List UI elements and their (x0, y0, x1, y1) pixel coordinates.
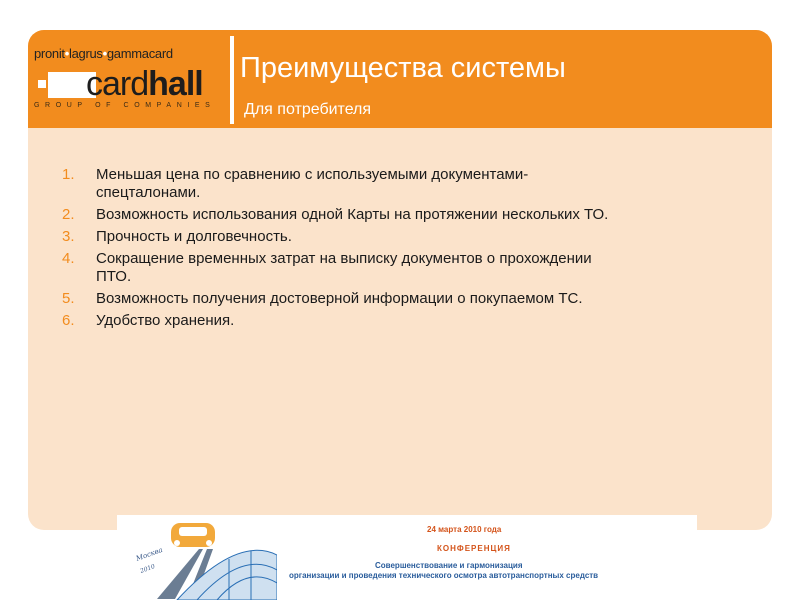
logo-square-icon (38, 80, 46, 88)
logo-group-text: GROUP OF COMPANIES (34, 102, 216, 109)
banner-city: Москва (134, 545, 164, 563)
list-item: 2. Возможность использования одной Карты на протяжении нескольких ТО. (62, 206, 609, 223)
banner-conference: КОНФЕРЕНЦИЯ (437, 544, 511, 553)
logo-brand-gammacard: gammacard (106, 46, 173, 61)
conference-logo-icon (117, 515, 277, 600)
banner-year: 2010 (139, 563, 157, 575)
list-item: 5. Возможность получения достоверной информации о покупаемом ТС. (62, 290, 583, 307)
header-bar (28, 30, 772, 128)
list-item: 6. Удобство хранения. (62, 312, 235, 329)
header-divider (230, 36, 234, 124)
advantages-list (62, 166, 622, 334)
logo-brand-lagrus: lagrus (69, 46, 103, 61)
list-item: 4. Сокращение временных затрат на выписку документов о прохождении ПТО. (62, 250, 592, 285)
slide (28, 30, 772, 530)
page-subtitle: Для потребителя (244, 101, 372, 118)
banner-date: 24 марта 2010 года (427, 525, 502, 534)
banner-line1: Совершенствование и гармонизация (375, 561, 523, 570)
conference-banner (117, 515, 697, 600)
banner-line2: организации и проведения технического осмотра автотранспортных средств (289, 571, 599, 580)
logo-brand-pronit: pronit (34, 46, 65, 61)
page-title: Преимущества системы (240, 52, 566, 84)
list-item: 3. Прочность и долговечность. (62, 228, 292, 245)
list-item: 1. Меньшая цена по сравнению с используемыми документами-спецталонами. (62, 166, 529, 201)
logo-cardhall: cardhall (86, 65, 203, 103)
company-logo (28, 30, 228, 128)
logo-brands: pronit•lagrus•gammacard (34, 46, 173, 61)
